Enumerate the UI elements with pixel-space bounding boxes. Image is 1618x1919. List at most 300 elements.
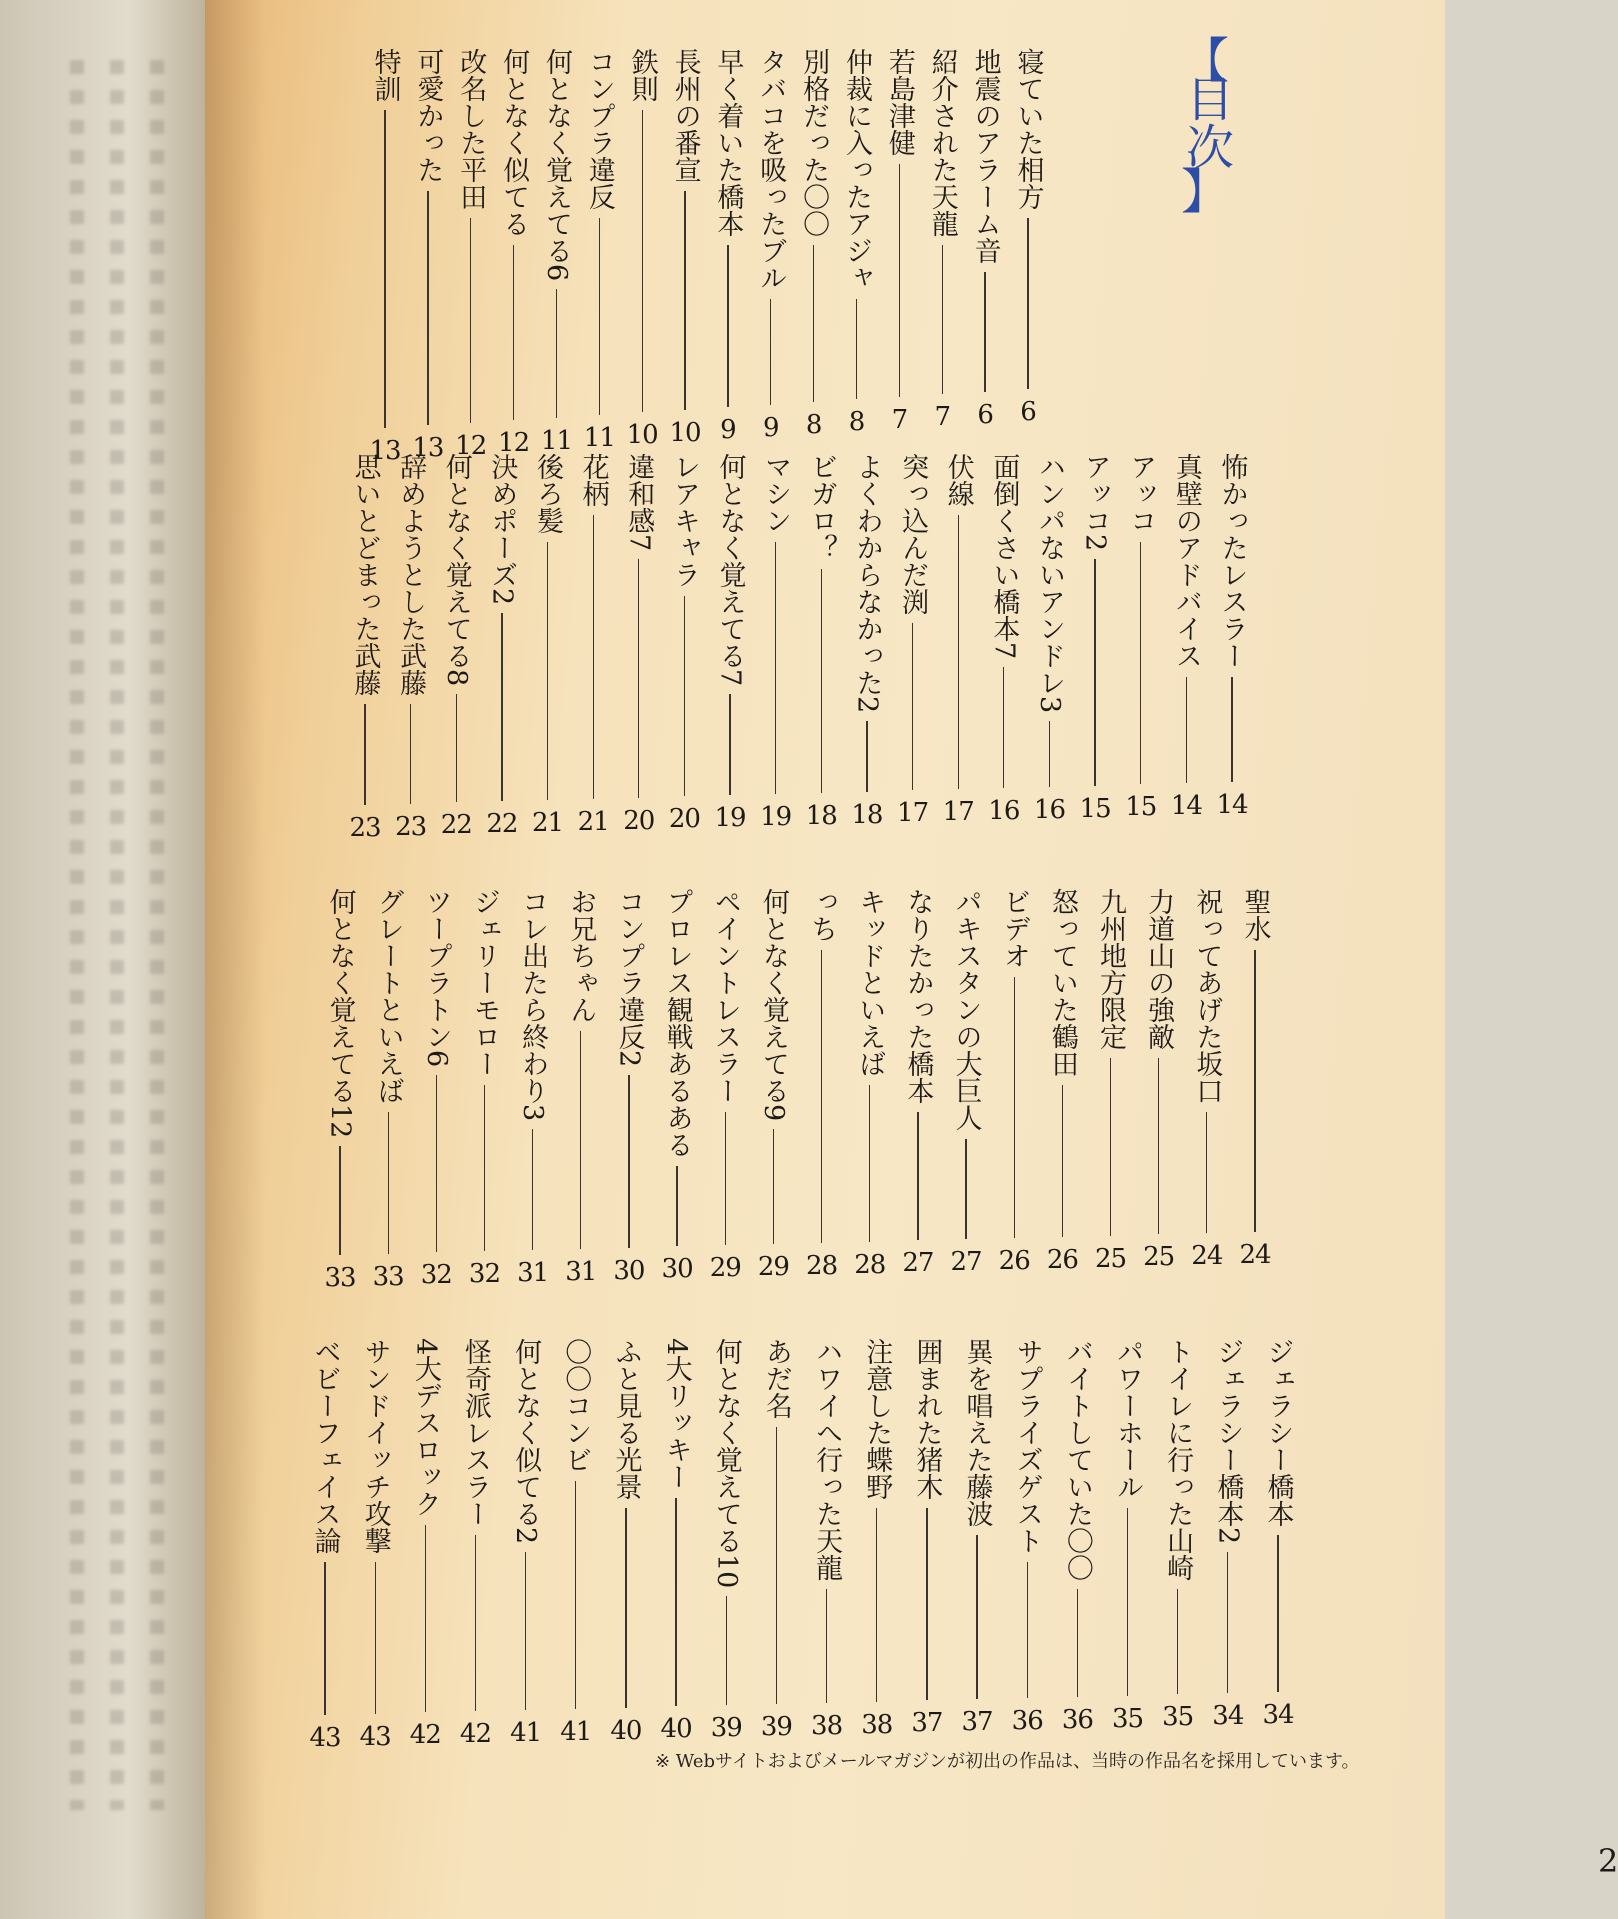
entry-title: 何となく覚えてる10: [710, 1338, 742, 1589]
entry-title: 祝ってあげた坂口: [1191, 888, 1223, 1104]
toc-entry: [1075, 453, 1115, 822]
toc-entry: [706, 1338, 746, 1741]
entry-title: 伏線: [942, 453, 974, 507]
toc-entry: [946, 888, 986, 1275]
entry-page-number: 24: [1239, 1240, 1271, 1270]
entry-page-number: 28: [806, 1251, 838, 1281]
entry-title: よくわからなかった2: [851, 453, 883, 714]
entry-title: 囲まれた猪木: [911, 1338, 943, 1500]
toc-entry: [656, 1338, 696, 1742]
entry-page-number: 32: [468, 1259, 501, 1289]
leader-line: [676, 1166, 677, 1246]
toc-entry: [1208, 1338, 1248, 1729]
entry-title: 辞めようとした武藤: [395, 453, 427, 696]
entry-page-number: 12: [455, 431, 487, 461]
entry-title: ビガロ？: [805, 453, 837, 561]
entry-title: 決めポーズ2: [486, 453, 518, 606]
leader-line: [926, 1508, 927, 1700]
toc-entry: [1166, 453, 1206, 819]
entry-page-number: 23: [395, 812, 427, 842]
entry-title: レアキャラ: [668, 453, 700, 588]
entry-title: ツープラトン6: [420, 888, 452, 1068]
entry-title: 突っ込んだ渕: [897, 453, 929, 615]
toc-entry: [665, 48, 705, 446]
heading-bracket-open: 【: [1180, 33, 1229, 89]
leader-line: [821, 950, 822, 1243]
entry-page-number: 38: [811, 1711, 843, 1741]
entry-title: 長州の番宣: [669, 48, 701, 183]
entry-page-number: 40: [610, 1716, 642, 1746]
toc-entry: [355, 1338, 395, 1750]
entry-title: 九州地方限定: [1095, 888, 1127, 1050]
entry-page-number: 30: [661, 1254, 693, 1284]
entry-title: 改名した平田: [455, 48, 487, 210]
entry-page-number: 41: [510, 1718, 542, 1748]
leader-line: [773, 1129, 774, 1244]
toc-entry: [573, 453, 613, 835]
entry-title: 怖かったレスラー: [1216, 453, 1248, 669]
entry-page-number: 18: [851, 800, 883, 830]
entry-title: 寝ていた相方: [1012, 48, 1044, 210]
entry-page-number: 43: [309, 1723, 341, 1753]
heading-text: 目次: [1177, 74, 1234, 171]
leader-line: [475, 1535, 476, 1711]
leader-line: [513, 245, 514, 420]
entry-page-number: 43: [359, 1722, 391, 1752]
toc-page: [205, 0, 1618, 1919]
leader-line: [856, 299, 857, 399]
entry-title: 異を唱えた藤波: [961, 1338, 993, 1527]
entry-title: タバコを吸ったブル: [755, 48, 787, 291]
entry-page-number: 15: [1125, 792, 1157, 822]
leader-line: [727, 245, 728, 407]
entry-page-number: 39: [710, 1713, 742, 1743]
entry-title: バイトしていた〇〇: [1061, 1338, 1093, 1581]
entry-page-number: 26: [998, 1246, 1030, 1276]
toc-entry: [345, 453, 385, 841]
toc-entry: [1007, 1338, 1047, 1734]
entry-page-number: 23: [349, 813, 381, 843]
toc-entry: [984, 453, 1024, 824]
leader-line: [876, 1508, 877, 1702]
entry-title: 仲裁に入ったアジャ: [841, 48, 873, 291]
leader-line: [1140, 542, 1141, 784]
toc-entry: [1258, 1338, 1298, 1728]
toc-entry: [1008, 48, 1048, 425]
toc-entry: [455, 1338, 495, 1747]
entry-title: 4大リッキー: [660, 1338, 692, 1491]
leader-line: [339, 1146, 340, 1255]
leader-line: [1110, 1058, 1111, 1236]
leader-line: [1077, 1589, 1078, 1697]
entry-page-number: 19: [760, 802, 792, 832]
toc-entry: [320, 888, 360, 1291]
leader-line: [1206, 1112, 1207, 1233]
entry-title: 何となく覚えてる8: [440, 453, 472, 687]
toc-entry: [807, 1338, 847, 1739]
leader-line: [456, 694, 457, 802]
leader-line: [984, 272, 985, 392]
leader-line: [470, 218, 471, 423]
entry-page-number: 10: [626, 420, 658, 450]
leader-line: [1027, 1562, 1028, 1698]
entry-title: ハンパないアンドレ3: [1033, 453, 1065, 714]
toc-entry: [879, 48, 919, 433]
toc-entry: [606, 1338, 646, 1744]
entry-page-number: 24: [1191, 1241, 1223, 1271]
leader-line: [729, 694, 730, 795]
entry-title: 何となく覚えてる12: [324, 888, 356, 1139]
entry-page-number: 41: [560, 1717, 592, 1747]
entry-title: 面倒くさい橋本7: [988, 453, 1020, 660]
entry-title: 怪奇派レスラー: [459, 1338, 491, 1527]
toc-entry: [664, 453, 704, 832]
entry-title: コンプラ違反2: [613, 888, 645, 1068]
toc-entry: [1057, 1338, 1097, 1733]
toc-entry: [753, 888, 793, 1280]
toc-entry: [794, 48, 834, 438]
bleed-through-text: [110, 60, 124, 1810]
leader-line: [1094, 559, 1095, 786]
toc-entry: [1158, 1338, 1198, 1730]
entry-title: 後ろ髪: [532, 453, 564, 534]
entry-page-number: 28: [854, 1250, 886, 1280]
toc-entry: [751, 48, 791, 441]
entry-title: 別格だった〇〇: [798, 48, 830, 237]
entry-title: 何となく覚えてる6: [540, 48, 572, 282]
entry-page-number: 17: [897, 798, 929, 828]
entry-title: ベビーフェイス論: [309, 1338, 341, 1554]
leader-line: [625, 1508, 626, 1708]
entry-page-number: 30: [613, 1256, 645, 1286]
toc-entry: [619, 453, 659, 834]
entry-title: アッコ2: [1079, 453, 1111, 552]
entry-title: 鉄則: [626, 48, 658, 102]
toc-entry: [756, 453, 796, 830]
toc-entry: [898, 888, 938, 1276]
leader-line: [899, 164, 900, 397]
leader-line: [427, 191, 428, 425]
entry-title: お兄ちゃん: [565, 888, 597, 1023]
leader-line: [575, 1481, 576, 1709]
entry-title: サプライズゲスト: [1011, 1338, 1043, 1554]
leader-line: [866, 721, 867, 792]
entry-title: ビデオ: [998, 888, 1030, 969]
toc-entry: [609, 888, 649, 1284]
toc-entry: [482, 453, 522, 837]
entry-title: グレートといえば: [372, 888, 404, 1104]
entry-page-number: 10: [669, 418, 701, 448]
entry-page-number: 27: [950, 1247, 982, 1277]
leader-line: [1014, 977, 1015, 1238]
toc-entry: [1108, 1338, 1148, 1732]
entry-page-number: 38: [861, 1710, 893, 1740]
toc-entry: [705, 888, 745, 1281]
entry-title: 怒っていた鶴田: [1046, 888, 1078, 1077]
entry-title: あだ名: [760, 1338, 792, 1419]
entry-page-number: 29: [757, 1252, 789, 1282]
leader-line: [410, 704, 411, 804]
entry-page-number: 29: [709, 1253, 741, 1283]
page-number: 2: [1598, 1842, 1618, 1880]
leader-line: [1254, 950, 1255, 1232]
leader-line: [821, 569, 822, 793]
entry-page-number: 25: [1094, 1244, 1127, 1274]
entry-page-number: 32: [420, 1260, 452, 1290]
entry-page-number: 13: [412, 433, 444, 463]
entry-title: 花柄: [577, 453, 609, 507]
entry-title: コンプラ違反: [583, 48, 615, 210]
entry-page-number: 39: [760, 1712, 792, 1742]
toc-entry: [1029, 453, 1069, 823]
toc-entry: [708, 48, 748, 443]
leader-line: [869, 1085, 870, 1242]
leader-line: [684, 191, 685, 410]
entry-page-number: 8: [805, 410, 822, 440]
entry-title: トイレに行った山崎: [1162, 1338, 1194, 1581]
entry-title: アッコ: [1125, 453, 1157, 534]
entry-page-number: 15: [1079, 794, 1111, 824]
entry-title: 若島津健: [883, 48, 915, 156]
toc-entry: [408, 48, 448, 461]
entry-title: ペイントレスラー: [709, 888, 741, 1104]
entry-title: 違和感7: [623, 453, 655, 552]
entry-page-number: 37: [911, 1708, 943, 1738]
leader-line: [384, 110, 385, 428]
entry-title: パキスタンの大巨人: [950, 888, 982, 1131]
leader-line: [1027, 218, 1028, 389]
leader-line: [1231, 677, 1232, 782]
entry-title: ジェリーモロー: [468, 888, 500, 1077]
leader-line: [1177, 1589, 1178, 1694]
entry-title: 何となく似てる2: [510, 1338, 542, 1545]
entry-title: 注意した蝶野: [861, 1338, 893, 1500]
leader-line: [501, 613, 502, 801]
heading-bracket-close: 】: [1180, 164, 1229, 221]
entry-title: 特訓: [369, 48, 401, 102]
leader-line: [1127, 1508, 1128, 1696]
entry-title: 可愛かった: [412, 48, 444, 183]
entry-page-number: 9: [720, 415, 736, 445]
toc-entry: [528, 453, 568, 836]
entry-page-number: 25: [1143, 1242, 1175, 1272]
entry-page-number: 6: [977, 400, 993, 430]
toc-entry: [494, 48, 534, 456]
toc-entry: [1212, 453, 1252, 818]
leader-line: [1003, 667, 1004, 788]
leader-line: [958, 515, 959, 789]
toc-entry: [907, 1338, 947, 1736]
entry-title: キッドといえば: [854, 888, 886, 1077]
leader-line: [364, 704, 365, 805]
toc-entry: [365, 48, 405, 464]
entry-page-number: 11: [583, 423, 615, 453]
entry-page-number: 22: [486, 809, 518, 839]
leader-line: [484, 1085, 485, 1251]
toc-entry: [837, 48, 877, 435]
entry-title: マシン: [760, 453, 792, 534]
leader-line: [638, 559, 639, 798]
toc-entry: [801, 453, 841, 829]
leader-line: [725, 1112, 726, 1245]
toc-entry: [1121, 453, 1161, 820]
entry-page-number: 9: [763, 413, 779, 443]
toc-entry: [368, 888, 408, 1290]
entry-page-number: 42: [409, 1720, 441, 1750]
entry-page-number: 20: [623, 806, 655, 836]
bleed-through-text: [70, 60, 84, 1810]
leader-line: [965, 1139, 966, 1239]
entry-page-number: 16: [988, 796, 1020, 826]
leader-line: [675, 1498, 676, 1706]
leader-line: [976, 1535, 977, 1699]
toc-entry: [710, 453, 750, 831]
entry-title: 何となく覚えてる7: [714, 453, 746, 687]
entry-title: 地震のアラーム音: [969, 48, 1001, 264]
toc-heading: [1175, 33, 1235, 221]
toc-entry: [850, 888, 890, 1278]
toc-entry: [561, 888, 601, 1285]
entry-page-number: 13: [369, 436, 401, 466]
entry-title: 力道山の強敵: [1143, 888, 1175, 1050]
leader-line: [436, 1075, 437, 1252]
entry-title: ふと見る光景: [610, 1338, 642, 1500]
leader-line: [547, 542, 548, 800]
entry-page-number: 35: [1111, 1704, 1144, 1734]
leader-line: [770, 299, 771, 405]
toc-entry: [957, 1338, 997, 1735]
toc-entry: [657, 888, 697, 1282]
entry-page-number: 8: [848, 407, 865, 437]
entry-page-number: 6: [1020, 397, 1036, 427]
entry-page-number: 11: [540, 426, 572, 456]
gutter-shadow: [205, 0, 265, 1919]
entry-page-number: 21: [577, 807, 609, 837]
toc-entry: [965, 48, 1005, 428]
leader-line: [388, 1112, 389, 1254]
entry-page-number: 31: [517, 1258, 549, 1288]
entry-page-number: 34: [1212, 1701, 1244, 1731]
entry-title: 何となく似てる: [498, 48, 530, 237]
toc-entry: [1091, 888, 1131, 1272]
leader-line: [599, 218, 600, 415]
leader-line: [726, 1596, 727, 1705]
leader-line: [942, 245, 943, 394]
entry-page-number: 16: [1033, 795, 1066, 825]
toc-entry: [405, 1338, 445, 1748]
entry-title: パワーホール: [1112, 1338, 1144, 1500]
toc-entry: [464, 888, 504, 1287]
toc-entry: [938, 453, 978, 825]
entry-page-number: 17: [942, 797, 974, 827]
entry-title: 思いとどまった武藤: [349, 453, 381, 696]
toc-entry: [436, 453, 476, 838]
entry-title: コレ出たら終わり3: [517, 888, 549, 1122]
toc-entry: [536, 48, 576, 454]
entry-page-number: 14: [1170, 791, 1202, 821]
leader-line: [532, 1129, 533, 1250]
toc-entry: [556, 1338, 596, 1745]
entry-title: なりたかった橋本: [902, 888, 934, 1104]
toc-entry: [451, 48, 491, 459]
leader-line: [1062, 1085, 1063, 1237]
entry-page-number: 14: [1216, 790, 1248, 820]
leader-line: [775, 542, 776, 794]
toc-entry: [1042, 888, 1082, 1273]
entry-page-number: 34: [1262, 1700, 1294, 1730]
entry-page-number: 33: [372, 1262, 404, 1292]
entry-title: ハワイへ行った天龍: [811, 1338, 843, 1581]
toc-entry: [1187, 888, 1227, 1269]
toc-entry: [579, 48, 619, 451]
entry-page-number: 37: [961, 1707, 993, 1737]
entry-page-number: 35: [1162, 1702, 1194, 1732]
leader-line: [1158, 1058, 1159, 1234]
entry-page-number: 20: [668, 804, 700, 834]
entry-title: 何となく覚えてる9: [757, 888, 789, 1122]
entry-page-number: 12: [498, 428, 530, 458]
entry-title: 紹介された天龍: [926, 48, 958, 237]
leader-line: [1186, 677, 1187, 783]
entry-page-number: 7: [934, 402, 951, 432]
toc-entry: [857, 1338, 897, 1738]
entry-title: 〇〇コンビ: [560, 1338, 592, 1473]
entry-title: 真壁のアドバイス: [1170, 453, 1202, 669]
leader-line: [525, 1552, 526, 1710]
entry-title: っち: [806, 888, 838, 942]
leader-line: [1049, 721, 1050, 787]
leader-line: [776, 1427, 777, 1704]
entry-page-number: 7: [891, 405, 908, 435]
leader-line: [1277, 1535, 1278, 1692]
entry-page-number: 26: [1046, 1245, 1078, 1275]
toc-entry: [847, 453, 887, 828]
entry-page-number: 19: [714, 803, 746, 833]
toc-entry: [922, 48, 962, 430]
toc-entry: [994, 888, 1034, 1274]
toc-entry: [622, 48, 662, 448]
entry-title: サンドイッチ攻撃: [359, 1338, 391, 1554]
entry-title: プロレス観戦あるある: [661, 888, 693, 1158]
toc-entry: [416, 888, 456, 1288]
entry-page-number: 33: [324, 1263, 356, 1293]
entry-page-number: 21: [531, 808, 564, 838]
toc-entry: [305, 1338, 345, 1751]
leader-line: [324, 1562, 325, 1715]
entry-title: ジェラシー橋本2: [1212, 1338, 1244, 1545]
toc-entry: [893, 453, 933, 826]
leader-line: [580, 1031, 581, 1249]
leader-line: [684, 596, 685, 796]
leader-line: [1227, 1552, 1228, 1693]
leader-line: [826, 1589, 827, 1703]
entry-page-number: 36: [1061, 1705, 1093, 1735]
leader-line: [593, 515, 594, 799]
entry-page-number: 22: [440, 810, 472, 840]
entry-title: ジェラシー橋本: [1262, 1338, 1294, 1527]
entry-page-number: 31: [565, 1257, 597, 1287]
toc-entry: [391, 453, 431, 840]
leader-line: [556, 289, 557, 418]
bleed-through-text: [150, 60, 164, 1810]
leader-line: [642, 110, 643, 412]
toc-entry: [802, 888, 842, 1279]
toc-entry: [1235, 888, 1275, 1268]
leader-line: [917, 1112, 918, 1240]
leader-line: [425, 1525, 426, 1712]
toc-entry: [506, 1338, 546, 1746]
leader-line: [813, 245, 814, 402]
